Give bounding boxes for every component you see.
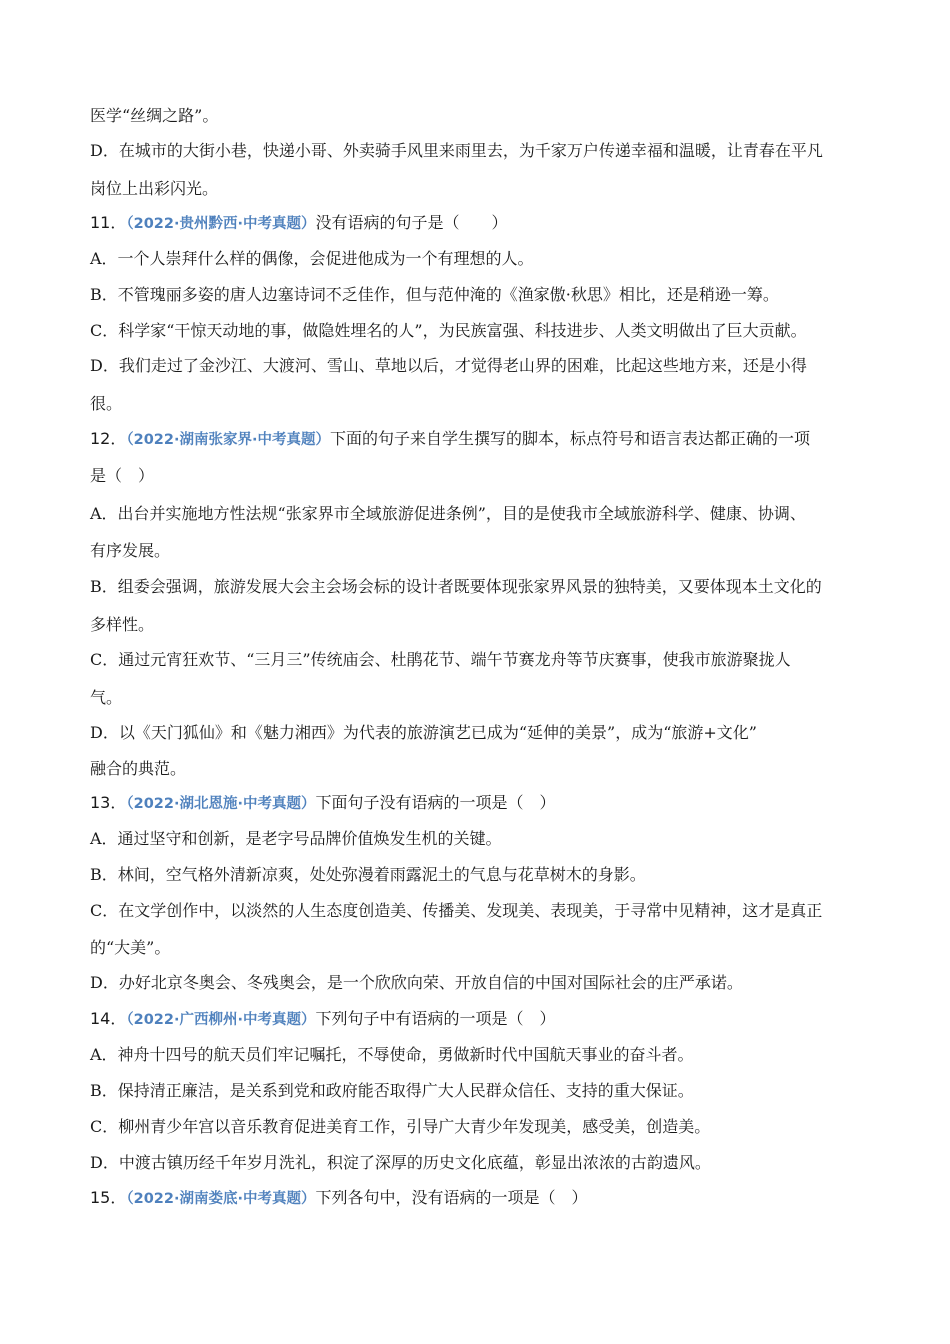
question-stem: 下列各句中，没有语病的一项是（ ）	[315, 1188, 588, 1207]
text-line: 有序发展。	[90, 541, 171, 560]
question-number: 11．	[90, 213, 127, 232]
question-source: （2022·湖南张家界·中考真题）	[126, 432, 330, 448]
option-a: A．一个人崇拜什么样的偶像，会促进他成为一个有理想的人。	[90, 249, 534, 268]
option-d: D．办好北京冬奥会、冬残奥会，是一个欣欣向荣、开放自信的中国对国际社会的庄严承诺。	[90, 973, 743, 992]
question-number: 14．	[90, 1009, 127, 1028]
text-line: 的“大美”。	[90, 938, 171, 957]
question-13	[90, 793, 870, 814]
question-15	[90, 1188, 870, 1209]
text-line: 岗位上出彩闪光。	[90, 179, 219, 198]
question-12	[90, 429, 870, 450]
option-c: C．柳州青少年宫以音乐教育促进美育工作，引导广大青少年发现美，感受美，创造美。	[90, 1117, 711, 1136]
text-line: 很。	[90, 394, 123, 413]
text-line: 医学“丝绸之路”。	[90, 106, 219, 125]
text-line: 气。	[90, 688, 123, 707]
option-a: A．通过坚守和创新，是老字号品牌价值焕发生机的关键。	[90, 829, 502, 848]
option-b: B．组委会强调，旅游发展大会主会场会标的设计者既要体现张家界风景的独特美，又要体现本土文化的	[90, 577, 822, 596]
option-d: D．我们走过了金沙江、大渡河、雪山、草地以后，才觉得老山界的困难，比起这些地方来，还是小得	[90, 356, 807, 375]
question-stem: 下面的句子来自学生撰写的脚本，标点符号和语言表达都正确的一项	[330, 429, 811, 448]
option-c: C．在文学创作中，以淡然的人生态度创造美、传播美、发现美、表现美，于寻常中见精神，这才是真正	[90, 901, 823, 920]
option-a: A．神舟十四号的航天员们牢记嘱托，不辱使命，勇做新时代中国航天事业的奋斗者。	[90, 1045, 694, 1064]
question-14	[90, 1009, 870, 1030]
question-number: 12．	[90, 429, 127, 448]
question-number: 13．	[90, 793, 127, 812]
option-d: D．中渡古镇历经千年岁月洗礼，积淀了深厚的历史文化底蕴，彰显出浓浓的古韵遗风。	[90, 1153, 711, 1172]
option-b: B．林间，空气格外清新凉爽，处处弥漫着雨露泥土的气息与花草树木的身影。	[90, 865, 646, 884]
option-d: D．在城市的大街小巷，快递小哥、外卖骑手风里来雨里去，为千家万户传递幸福和温暖，让青春在平凡	[90, 141, 823, 160]
question-stem: 下列句子中有语病的一项是（ ）	[315, 1009, 556, 1028]
text-line: 多样性。	[90, 615, 155, 634]
question-source: （2022·广西柳州·中考真题）	[126, 1012, 316, 1028]
option-b: B．不管瑰丽多姿的唐人边塞诗词不乏佳作，但与范仲淹的《渔家傲·秋思》相比，还是稍逊一筹。	[90, 285, 779, 304]
question-source: （2022·湖南娄底·中考真题）	[126, 1191, 316, 1207]
option-c: C．科学家“干惊天动地的事，做隐姓埋名的人”，为民族富强、科技进步、人类文明做出了巨大贡献。	[90, 321, 807, 340]
option-d: D．以《天门狐仙》和《魅力湘西》为代表的旅游演艺已成为“延伸的美景”，成为“旅游+文化”	[90, 723, 757, 742]
question-stem: 下面句子没有语病的一项是（ ）	[315, 793, 556, 812]
text-line: 融合的典范。	[90, 759, 187, 778]
question-number: 15．	[90, 1188, 127, 1207]
question-stem: 没有语病的句子是（ ）	[315, 213, 508, 232]
text-line: 是（ ）	[90, 466, 155, 485]
question-11	[90, 213, 870, 234]
option-c: C．通过元宵狂欢节、“三月三”传统庙会、杜鹃花节、端午节赛龙舟等节庆赛事，使我市旅游聚拢人	[90, 650, 791, 669]
option-b: B．保持清正廉洁，是关系到党和政府能否取得广大人民群众信任、支持的重大保证。	[90, 1081, 694, 1100]
question-source: （2022·湖北恩施·中考真题）	[126, 796, 316, 812]
option-a: A．出台并实施地方性法规“张家界市全域旅游促进条例”，目的是使我市全域旅游科学、健康、协调、	[90, 504, 806, 523]
question-source: （2022·贵州黔西·中考真题）	[126, 216, 316, 232]
